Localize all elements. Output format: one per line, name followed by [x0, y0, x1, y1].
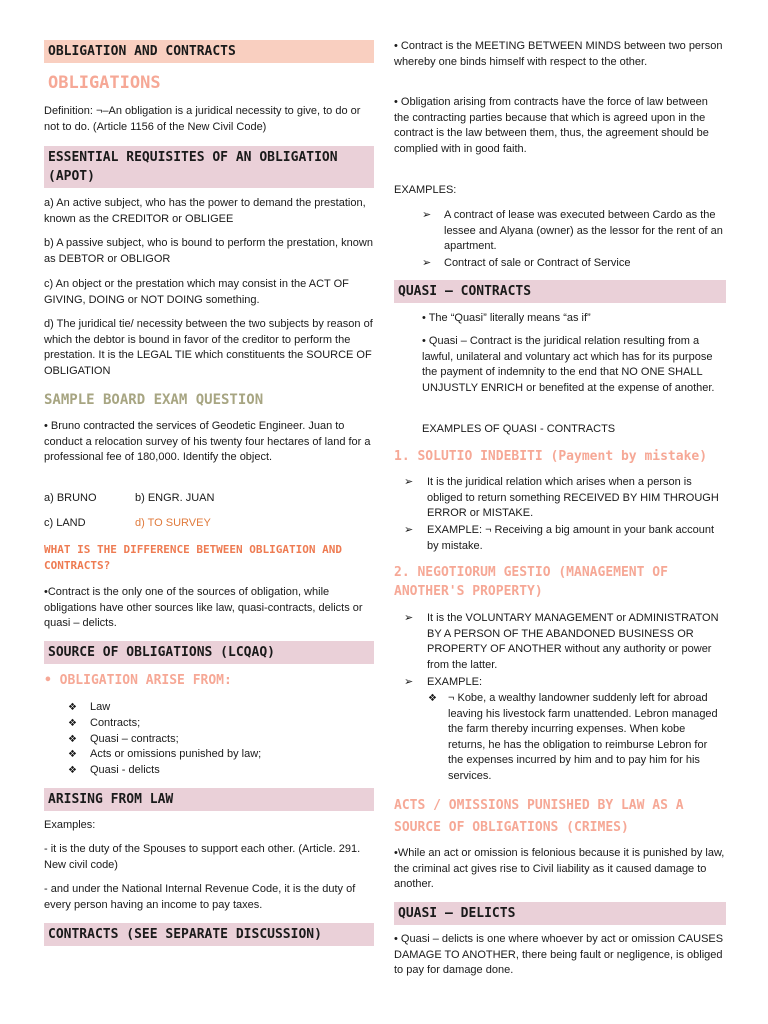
arrow-icon: ➢: [422, 257, 432, 269]
choice-c: c) LAND: [44, 517, 86, 529]
source-item-contracts: Contracts;: [90, 717, 141, 729]
sample-question-heading: SAMPLE BOARD EXAM QUESTION: [44, 392, 264, 408]
contract-example-lease: A contract of lease was executed between Cardo as the lessee and Alyana (owner) as the lessor for the rent of an apartment.: [444, 209, 723, 253]
requisite-c: c) An object or the prestation which may consist in the ACT OF GIVING, DOING or NOT DOING something.: [44, 278, 349, 306]
contract-force: • Obligation arising from contracts have the force of law between the contracting parties because that which is agreed upon in the contract is the law between them, thus, the agreement should be complied with in good faith.: [394, 96, 709, 155]
difference-heading: WHAT IS THE DIFFERENCE BETWEEN OBLIGATION AND CONTRACTS?: [44, 543, 343, 572]
diamond-icon: ❖: [68, 718, 77, 729]
examples-label: Examples:: [44, 819, 96, 831]
obligations-heading: OBLIGATIONS: [48, 73, 161, 93]
diamond-icon: ❖: [68, 702, 77, 713]
source-item-acts: Acts or omissions punished by law;: [90, 748, 262, 760]
law-example-2: - and under the National Internal Revenue Code, it is the duty of every person having an income to pay taxes.: [44, 883, 356, 911]
sample-question-text: • Bruno contracted the services of Geodetic Engineer. Juan to conduct a relocation survey of his twenty four hectares of land for a professional fee of 180,000. Identify the object.: [44, 420, 371, 464]
negotiorum-heading: 2. NEGOTIORUM GESTIO (MANAGEMENT OF ANOTHER'S PROPERTY): [394, 565, 668, 599]
source-item-quasi-delicts: Quasi - delicts: [90, 764, 160, 776]
acts-heading: ACTS / OMISSIONS PUNISHED BY LAW AS A SOURCE OF OBLIGATIONS (CRIMES): [394, 798, 684, 835]
requisite-b: b) A passive subject, who is bound to perform the prestation, known as DEBTOR or OBLIGOR: [44, 237, 373, 265]
source-item-quasi-contracts: Quasi – contracts;: [90, 733, 179, 745]
requisites-heading: ESSENTIAL REQUISITES OF AN OBLIGATION (APOT): [44, 146, 374, 188]
diamond-icon: ❖: [68, 734, 77, 745]
arrow-icon: ➢: [404, 476, 414, 488]
quasi-contracts-heading: QUASI – CONTRACTS: [394, 280, 726, 303]
quasi-delicts-heading: QUASI – DELICTS: [394, 902, 726, 925]
requisite-d: d) The juridical tie/ necessity between the two subjects by reason of which the debtor is bound in favor of the creditor to perform the prestation. It is the LEGAL TIE which constituents the SOURCE OF OBLIGATION: [44, 318, 373, 377]
choice-b: b) ENGR. JUAN: [135, 492, 215, 504]
negotiorum-example-label: EXAMPLE:: [427, 676, 483, 688]
diamond-icon: ❖: [68, 749, 77, 760]
source-heading: SOURCE OF OBLIGATIONS (LCQAQ): [44, 641, 374, 664]
arrow-icon: ➢: [422, 209, 432, 221]
requisite-a: a) An active subject, who has the power to demand the prestation, known as the CREDITOR or OBLIGEE: [44, 197, 366, 225]
arrow-icon: ➢: [404, 524, 414, 536]
solutio-heading: 1. SOLUTIO INDEBITI (Payment by mistake): [394, 449, 708, 464]
acts-text: •While an act or omission is felonious because it is punished by law, the criminal act gives rise to Civil liability as it caused damage to another.: [394, 847, 725, 891]
examples-label: EXAMPLES:: [394, 184, 457, 196]
quasi-examples-label: EXAMPLES OF QUASI - CONTRACTS: [422, 423, 616, 435]
source-item-law: Law: [90, 701, 111, 713]
contracts-heading: CONTRACTS (SEE SEPARATE DISCUSSION): [44, 923, 374, 946]
contract-example-sale: Contract of sale or Contract of Service: [444, 257, 631, 269]
quasi-definition: • Quasi – Contract is the juridical relation resulting from a lawful, unilateral and voluntary act which has for its purpose the payment of indemnity to the end that NO ONE SHALL UNJUSTLY ENRICH or benefited at the expense of another.: [422, 335, 715, 394]
diamond-icon: ❖: [68, 765, 77, 776]
choice-d: d) TO SURVEY: [135, 517, 211, 529]
solutio-example: EXAMPLE: ¬ Receiving a big amount in your bank account by mistake.: [427, 524, 715, 552]
arrow-icon: ➢: [404, 612, 414, 624]
arrow-icon: ➢: [404, 676, 414, 688]
difference-text: •Contract is the only one of the sources of obligation, while obligations have other sources like law, quasi-contracts, delicts or quasi – delicts.: [44, 586, 363, 630]
negotiorum-definition: It is the VOLUNTARY MANAGEMENT or ADMINISTRATON BY A PERSON OF THE ABANDONED BUSINESS OR PROPERTY OF ANOTHER without any authority or power from the latter.: [427, 612, 719, 671]
contract-definition: • Contract is the MEETING BETWEEN MINDS between two person whereby one binds himself with respect to the other.: [394, 40, 723, 68]
diamond-icon: ❖: [428, 693, 437, 704]
law-heading: ARISING FROM LAW: [44, 788, 374, 811]
choice-a: a) BRUNO: [44, 492, 97, 504]
arise-heading: • OBLIGATION ARISE FROM:: [44, 673, 232, 688]
quasi-delicts-text: • Quasi – delicts is one where whoever by act or omission CAUSES DAMAGE TO ANOTHER, there being fault or negligence, is obliged to pay for damage done.: [394, 933, 724, 977]
quasi-literal: • The “Quasi” literally means “as if”: [422, 312, 591, 324]
document-title: OBLIGATION AND CONTRACTS: [44, 40, 374, 63]
negotiorum-example: ¬ Kobe, a wealthy landowner suddenly left for abroad leaving his livestock farm unattended. Lebron managed the farm thereby incurring expenses. When kobe returns, he has the obligation to reimburse Lebron for the expenses incurred by him and to pay him for his services.: [448, 692, 718, 782]
definition-text: Definition: ¬–An obligation is a juridical necessity to give, to do or not to do. (Article 1156 of the New Civil Code): [44, 105, 361, 133]
solutio-definition: It is the juridical relation which arises when a person is obliged to return something RECEIVED BY HIM THROUGH ERROR or MISTAKE.: [427, 476, 719, 520]
law-example-1: - it is the duty of the Spouses to support each other. (Article. 291. New civil code): [44, 843, 361, 871]
